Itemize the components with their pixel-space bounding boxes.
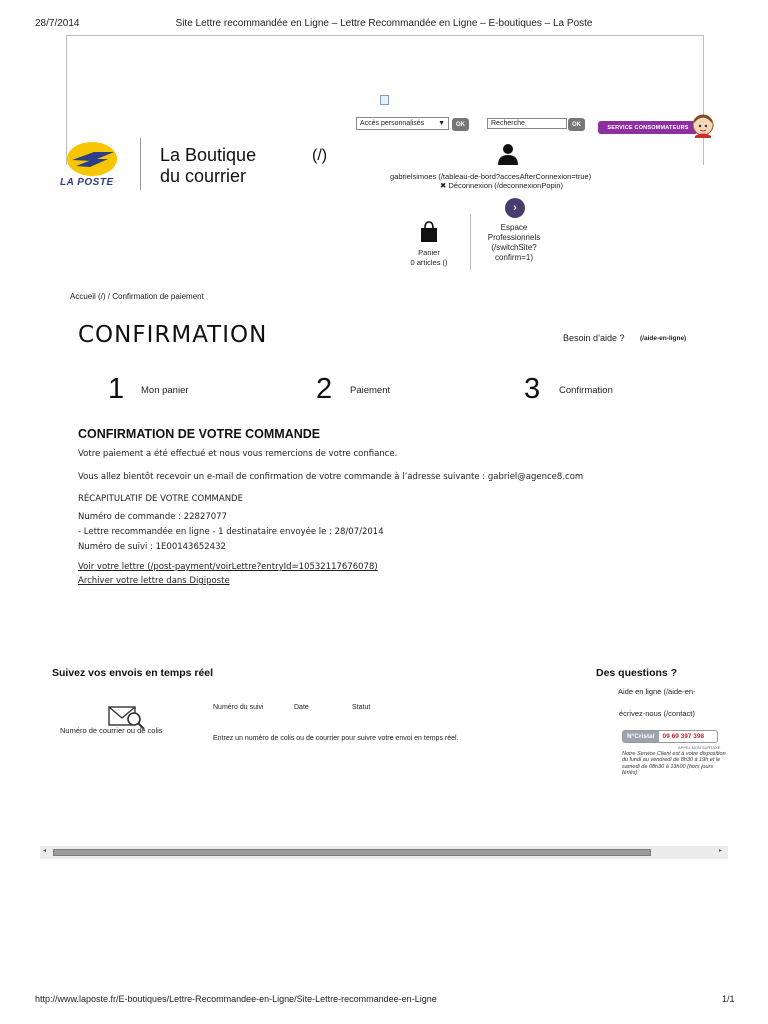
column-date: Date [294,704,309,711]
step-number-3: 3 [524,373,541,405]
confirmation-title: CONFIRMATION DE VOTRE COMMANDE [78,427,321,441]
breadcrumb[interactable]: Accueil (/) / Confirmation de paiement [70,292,204,301]
step-number-1: 1 [108,373,125,405]
search-ok-button[interactable]: OK [568,118,585,131]
faq-title: Des questions ? [596,667,678,679]
user-icon [498,143,518,165]
chevron-right-icon[interactable]: › [505,198,525,218]
pro-text-line: (/switchSite? [491,243,537,252]
step-label-2: Paiement [350,385,391,396]
logout-label: Déconnexion (/deconnexionPopin) [448,181,564,190]
service-consommateurs-button[interactable]: SERVICE CONSOMMATEURS [598,121,698,134]
print-date: 28/7/2014 [35,18,80,29]
logo-text: LA POSTE [60,177,114,188]
access-ok-button[interactable]: OK [452,118,469,131]
recap-title: RÉCAPITULATIF DE VOTRE COMMANDE [78,494,243,504]
view-letter-link[interactable]: Voir votre lettre (/post-payment/voirLettre?entryId=10532117676078) [78,562,378,572]
tracking-input-label[interactable]: Numéro de courrier ou de colis [60,726,163,735]
access-select-value: Accès personnalisés [360,120,425,127]
print-url: http://www.laposte.fr/E-boutiques/Lettre-Recommandee-en-Ligne/Site-Lettre-recommandee-en-Ligne [35,994,437,1004]
tracking-message: Entrez un numéro de colis ou de courrier pour suivre votre envoi en temps réel. [213,735,459,742]
close-icon: ✖ [440,181,449,190]
shopping-bag-icon[interactable] [420,221,438,243]
pro-text-line: Espace [500,223,528,232]
cristal-label: N°Cristal [623,731,659,742]
help-online-link[interactable]: Aide en ligne (/aide-en- [618,687,696,696]
scrollbar-thumb[interactable] [53,849,651,856]
access-select[interactable] [356,117,449,130]
cart-divider [470,214,471,270]
cristal-number: 09 69 397 398 [662,733,705,740]
cristal-subtext: APPEL NON SURTAXÉ [678,745,721,750]
brand-title-line2: du courrier [160,166,247,186]
brand-home-link[interactable]: (/) [312,147,328,164]
cart-label: Panier [418,248,440,257]
step-number-2: 2 [316,373,333,405]
cart-count: 0 articles () [410,258,448,267]
brand-title-line1: La Boutique [160,145,257,165]
order-number: Numéro de commande : 22827077 [78,512,227,522]
email-confirmation-text: Vous allez bientôt recevoir un e-mail de confirmation de votre commande à l’adresse suivante : gabriel@agence8.com [78,472,584,482]
step-label-3: Confirmation [559,385,613,396]
user-account-link[interactable]: gabrielsimoes (/tableau-de-bord?accesAfterConnexion=true) [390,172,592,181]
tracking-number: Numéro de suivi : 1E00143652432 [78,542,226,552]
logout-link[interactable] [440,181,563,190]
tracking-section-title: Suivez vos envois en temps réel [52,667,214,679]
advisor-avatar-icon [692,114,714,138]
print-title: Site Lettre recommandée en Ligne – Lettre Recommandée en Ligne – E-boutiques – La Poste [175,18,593,29]
scroll-left-icon[interactable]: ◂ [43,848,47,854]
step-label-1: Mon panier [141,385,189,396]
page-title: CONFIRMATION [78,322,268,348]
help-text: Besoin d’aide ? [563,333,625,343]
broken-image-icon [380,95,389,105]
archive-digiposte-link[interactable]: Archiver votre lettre dans Digiposte [78,576,230,586]
espace-professionnels-link[interactable] [474,223,554,263]
brand-divider [140,138,141,190]
pro-text-line: Professionnels [487,233,541,242]
service-hours-note: Notre Service Client est à votre disposition du lundi au vendredi de 8h30 à 19h et le samedi de 08h30 à 13h00 (hors jours fériés) [622,751,726,777]
chevron-down-icon: ▼ [438,120,445,127]
order-item-line: - Lettre recommandée en ligne - 1 destinataire envoyée le : 28/07/2014 [78,527,384,537]
la-poste-logo [64,140,122,178]
contact-link[interactable]: écrivez-nous (/contact) [619,709,695,718]
cart-link[interactable] [398,248,460,268]
payment-confirmed-text: Votre paiement a été effectué et nous vous remercions de votre confiance. [78,449,398,459]
cristal-phone-badge [622,730,718,743]
scroll-right-icon[interactable]: ▸ [719,848,723,854]
print-page-number: 1/1 [722,994,735,1004]
column-status: Statut [352,704,371,711]
column-tracking-number: Numéro du suivi [213,704,264,711]
help-link[interactable]: (/aide-en-ligne) [640,335,687,342]
search-input[interactable]: Recherche [487,118,567,129]
pro-text-line: confirm=1) [494,253,533,262]
